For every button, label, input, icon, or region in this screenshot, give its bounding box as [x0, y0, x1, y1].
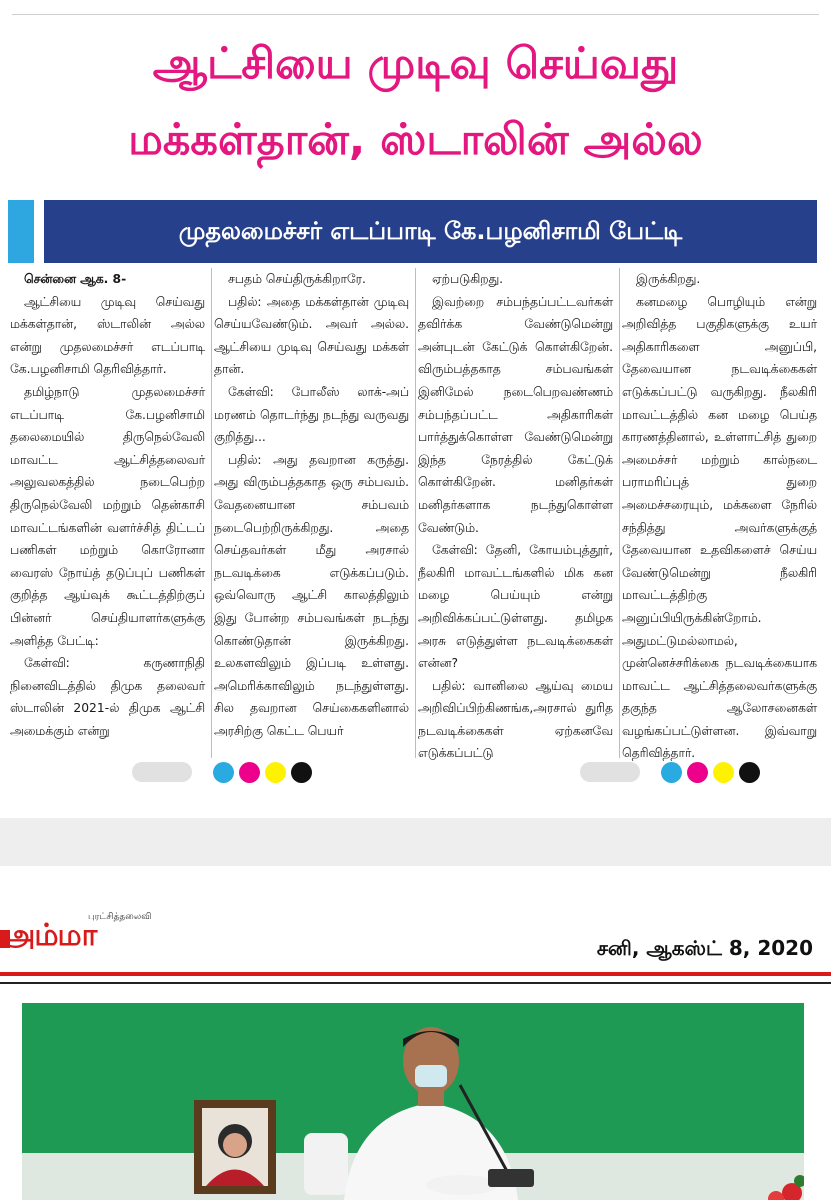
- registration-pill: [132, 762, 192, 782]
- newspaper-page-2: [0, 866, 831, 1200]
- paragraph: பதில்: அதை மக்கள்தான் முடிவு செய்யவேண்டும். அவர் அல்ல. ஆட்சியை முடிவு செய்வது மக்கள் தான்.: [214, 294, 409, 377]
- column-divider: [619, 268, 620, 758]
- masthead-rule-red: [0, 972, 831, 976]
- registration-dot-cyan: [213, 762, 234, 783]
- photo-illustration: [22, 1003, 804, 1200]
- subheadline-bar: முதலமைச்சர் எடப்பாடி கே.பழனிசாமி பேட்டி: [44, 200, 817, 263]
- paragraph: ஆட்சியை முடிவு செய்வது மக்கள்தான், ஸ்டாலின் அல்ல என்று முதலமைச்சர் எடப்பாடி கே.பழனிசாமி தெரிவித்தார்.: [10, 294, 205, 377]
- paragraph: கேள்வி: தேனி, கோயம்புத்தூர், நீலகிரி மாவட்டங்களில் மிக கன மழை பெய்யும் என்று அறிவிக்கப்பட்டுள்ளது. தமிழக அரசு எடுத்துள்ள நடவடிக்கைகள் என்ன?: [418, 543, 613, 671]
- paragraph: இவற்றை சம்பந்தப்பட்டவர்கள் தவிர்க்க வேண்டுமென்று அன்புடன் கேட்டுக் கொள்கிறேன். விரும்பத்தகாத சம்பவங்கள் இனிமேல் நடைபெறவண்ணம் சம்பந்தப்பட்ட அதிகாரிகள் பார்த்துக்கொள்ள வேண்டுமென்று இந்த நேரத்தில் கேட்டுக் கொள்கிறேன். மனிதர்கள் மனிதர்களாக நடந்துகொள்ள வேண்டும்.: [418, 294, 613, 535]
- article-column-4: [622, 268, 817, 765]
- paragraph: பதில்: அது தவறான கருத்து. அது விரும்பத்தகாத ஒரு சம்பவம். வேதனையான சம்பவம் நடைபெற்றிருக்கிறது. அதை செய்தவர்கள் மீது அரசால் நடவடிக்கை எடுக்கப்படும். ஒவ்வொரு ஆட்சி காலத்திலும் இது போன்ற சம்பவங்கள் நடந்து கொண்டுதான் இருக்கிறது. உலகளவிலும் இப்படி உள்ளது. அமெரிக்காவிலும் நடந்துள்ளது. சில தவறான செய்கைகளினால் அரசிற்கு கெட்ட பெயர்: [214, 452, 409, 738]
- registration-dot-yellow: [713, 762, 734, 783]
- article-column-1: [10, 268, 205, 742]
- paragraph: இருக்கிறது.: [636, 272, 701, 286]
- headline-line-1: ஆட்சியை முடிவு செய்வது: [152, 39, 679, 89]
- paragraph: தமிழ்நாடு முதலமைச்சர் எடப்பாடி கே.பழனிசாமி தலைமையில் திருநெல்வேலி மாவட்ட ஆட்சித்தலைவர் அலுவலகத்தில் நடைபெற்ற திருநெல்வேலி மற்றும் தென்காசி மாவட்டங்களின் வளர்ச்சித் திட்டப் பணிகள் மற்றும் கொரோனா வைரஸ் நோய்த் தடுப்புப் பணிகள் குறித்த ஆய்வுக் கூட்டத்திற்குப் பின்னர் செய்தியாளர்களுக்கு அளித்த பேட்டி:: [10, 384, 205, 648]
- registration-dot-black: [291, 762, 312, 783]
- headline-line-2: மக்கள்தான், ஸ்டாலின் அல்ல: [128, 115, 703, 165]
- issue-date: சனி, ஆகஸ்ட் 8, 2020: [596, 936, 813, 960]
- column-divider: [211, 268, 212, 758]
- registration-dot-magenta: [687, 762, 708, 783]
- registration-dot-magenta: [239, 762, 260, 783]
- registration-dot-black: [739, 762, 760, 783]
- registration-dot-cyan: [661, 762, 682, 783]
- portrait-frame-icon: [194, 1100, 276, 1194]
- masthead-rule-black: [0, 982, 831, 984]
- registration-pill: [580, 762, 640, 782]
- article-column-3: [418, 268, 613, 765]
- paragraph: ஏற்படுகிறது.: [432, 272, 504, 286]
- paragraph: சபதம் செய்திருக்கிறாரே.: [228, 272, 366, 286]
- registration-dot-yellow: [265, 762, 286, 783]
- dateline: சென்னை ஆக. 8-: [24, 272, 127, 286]
- paragraph: கனமழை பொழியும் என்று அறிவித்த பகுதிகளுக்கு உயர் அதிகாரிகளை அனுப்பி, தேவையான நடவடிக்கைகள் எடுக்கப்பட்டு வருகிறது. நீலகிரி மாவட்டத்தில் கன மழை பெய்த காரணத்தினால், உள்ளாட்சித் துறை அமைச்சர் மற்றும் கால்நடை பராமரிப்புத் துறை அமைச்சரையும், மக்களை நேரில் சந்தித்து அவர்களுக்குத் தேவையான உதவிகளைச் செய்ய வேண்டுமென்று நீலகிரி மாவட்டத்திற்கு அனுப்பியிருக்கின்றோம். அதுமட்டுமல்லாமல், முன்னெச்சரிக்கை நடவடிக்கையாக மாவட்ட ஆட்சித்தலைவர்களுக்கு தகுந்த ஆலோசனைகள் வழங்கப்பட்டுள்ளன. இவ்வாறு தெரிவித்தார்.: [622, 294, 817, 761]
- news-photo: [22, 1003, 804, 1200]
- article-body: [10, 268, 817, 761]
- paragraph: பதில்: வானிலை ஆய்வு மைய அறிவிப்பிற்கிணங்க,அரசால் துரித நடவடிக்கைகள் ஏற்கனவே எடுக்கப்பட்டு: [418, 678, 613, 761]
- top-rule: [12, 14, 819, 15]
- paragraph: கேள்வி: கருணாநிதி நினைவிடத்தில் திமுக தலைவர் ஸ்டாலின் 2021-ல் திமுக ஆட்சி அமைக்கும் என்று: [10, 656, 205, 738]
- masthead-tagline: புரட்சித்தலைவி: [88, 912, 152, 922]
- paragraph: கேள்வி: போலீஸ் லாக்-அப் மரணம் தொடர்ந்து நடந்து வருவது குறித்து...: [214, 384, 409, 445]
- page-gap: [0, 818, 831, 866]
- column-divider: [415, 268, 416, 758]
- article-column-2: [214, 268, 409, 742]
- subheadline-accent-block: [8, 200, 34, 263]
- masthead-logo: அம்மா: [2, 918, 97, 953]
